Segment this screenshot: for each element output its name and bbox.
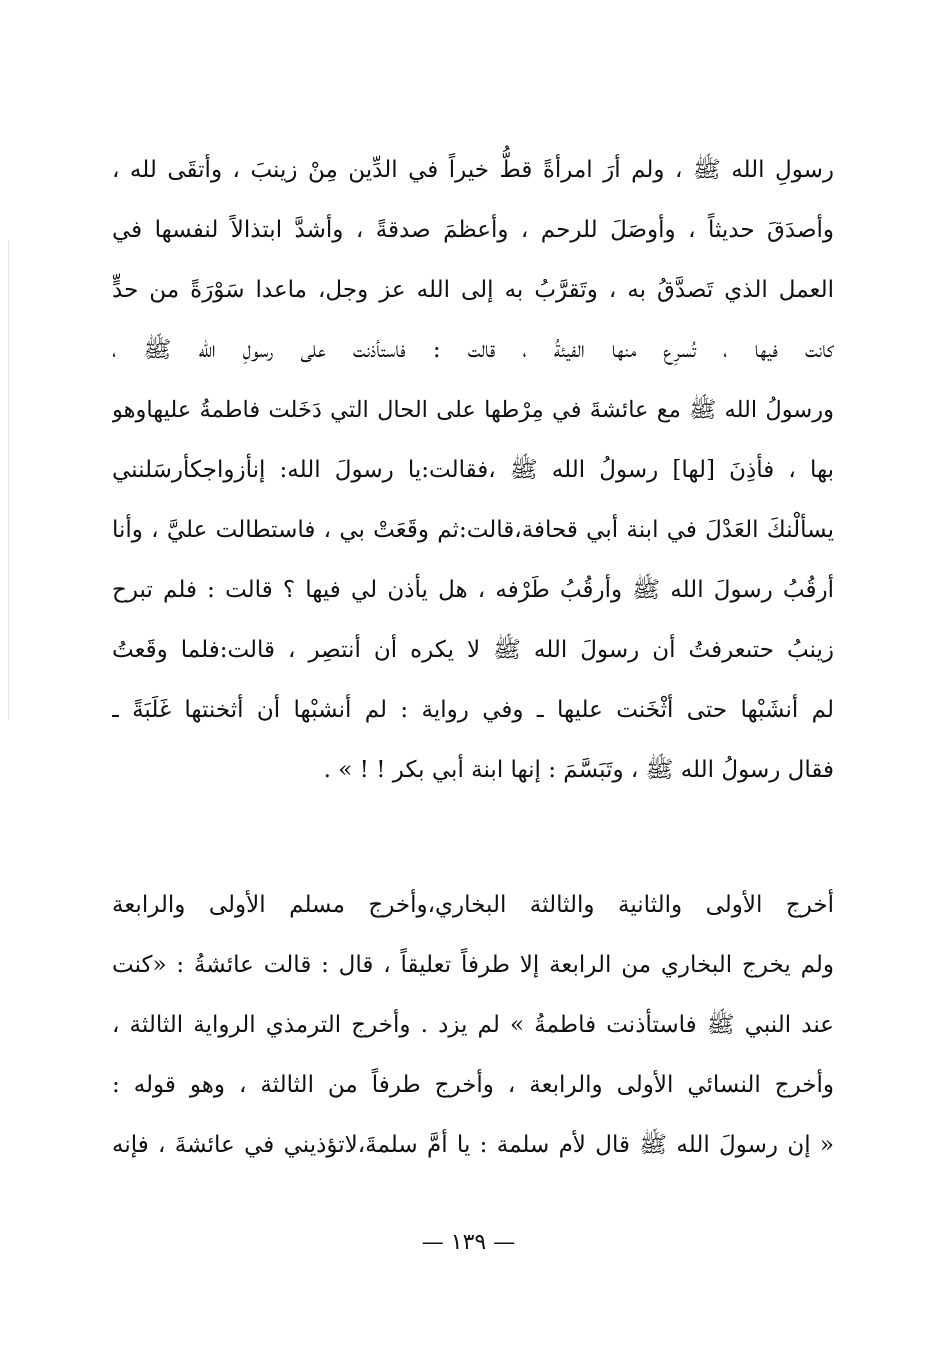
text-line: رسولِ الله ﷺ ، ولم أرَ امرأةً قطُّ خيراً في الدِّين مِنْ زينبَ ، وأتقَى لله ،	[112, 157, 834, 183]
margin-rule	[8, 240, 9, 720]
text-line: يسألْنكَ العَدْلَ في ابنة أبي قحافة،قالت:ثم وقَعَتْ بي ، فاستطالت عليَّ ، وأنا	[112, 517, 834, 543]
text-line: زينبُ حتىعرفتُ أن رسولَ الله ﷺ لا يكره أن أنتصِر ، قالت:فلما وقَعتُ	[112, 637, 834, 663]
text-line: بها ، فأذِنَ [لها] رسولُ الله ﷺ ،فقالت:يا رسولَ الله: إنأزواجكأرسَلنني	[112, 457, 834, 483]
text-line: العمل الذي تَصدَّقُ به ، وتَقرَّبُ به إلى الله عز وجل، ماعدا سَوْرَةً من حدٍّ	[112, 277, 834, 303]
text-line: وأخرج النسائي الأولى والرابعة ، وأخرج طرفاً من الثالثة ، وهو قوله :	[112, 1072, 834, 1098]
text-line: وأصدَقَ حديثاً ، وأوصَلَ للرحم ، وأعظمَ صدقةً ، وأشدَّ ابتذالاً لنفسها في	[112, 217, 834, 243]
text-line: فقال رسولُ الله ﷺ ، وتَبَسَّمَ : إنها ابنة أبي بكر ! ! » .	[323, 757, 834, 783]
text-line: أرقُبُ رسولَ الله ﷺ وأرقُبُ طَرْفه ، هل يأذن لي فيها ؟ قالت : فلم تبرح	[112, 577, 834, 603]
paragraph-hadith-text	[112, 140, 834, 800]
text-line: لم أنشَبْها حتى أثْخَنت عليها ـ وفي رواية : لم أنشبْها أن أثخنتها غَلَبَةً ـ	[112, 697, 834, 723]
text-line: كانت فيها ، تُسرِع منها الفيئةُ ، قالت : فاستأذنت على رسولِ الله ﷺ ،	[112, 337, 834, 363]
text-line: ورسولُ الله ﷺ مع عائشةَ في مِرْطها على الحال التي دَخَلت فاطمةُ عليهاوهو	[112, 397, 834, 423]
text-line: أخرج الأولى والثانية والثالثة البخاري،وأخرج مسلم الأولى والرابعة	[112, 892, 834, 918]
text-line: عند النبي ﷺ فاستأذنت فاطمةُ » لم يزد . وأخرج الترمذي الرواية الثالثة ،	[112, 1012, 834, 1038]
page-number: — ١٣٩ —	[421, 1230, 516, 1255]
text-line: « إن رسولَ الله ﷺ قال لأم سلمة : يا أمَّ سلمةَ،لاتؤذيني في عائشةَ ، فإنه	[112, 1132, 834, 1158]
paragraph-takhrij	[112, 875, 834, 1175]
text-line: ولم يخرج البخاري من الرابعة إلا طرفاً تعليقاً ، قال : قالت عائشةُ : «كنت	[112, 952, 834, 978]
